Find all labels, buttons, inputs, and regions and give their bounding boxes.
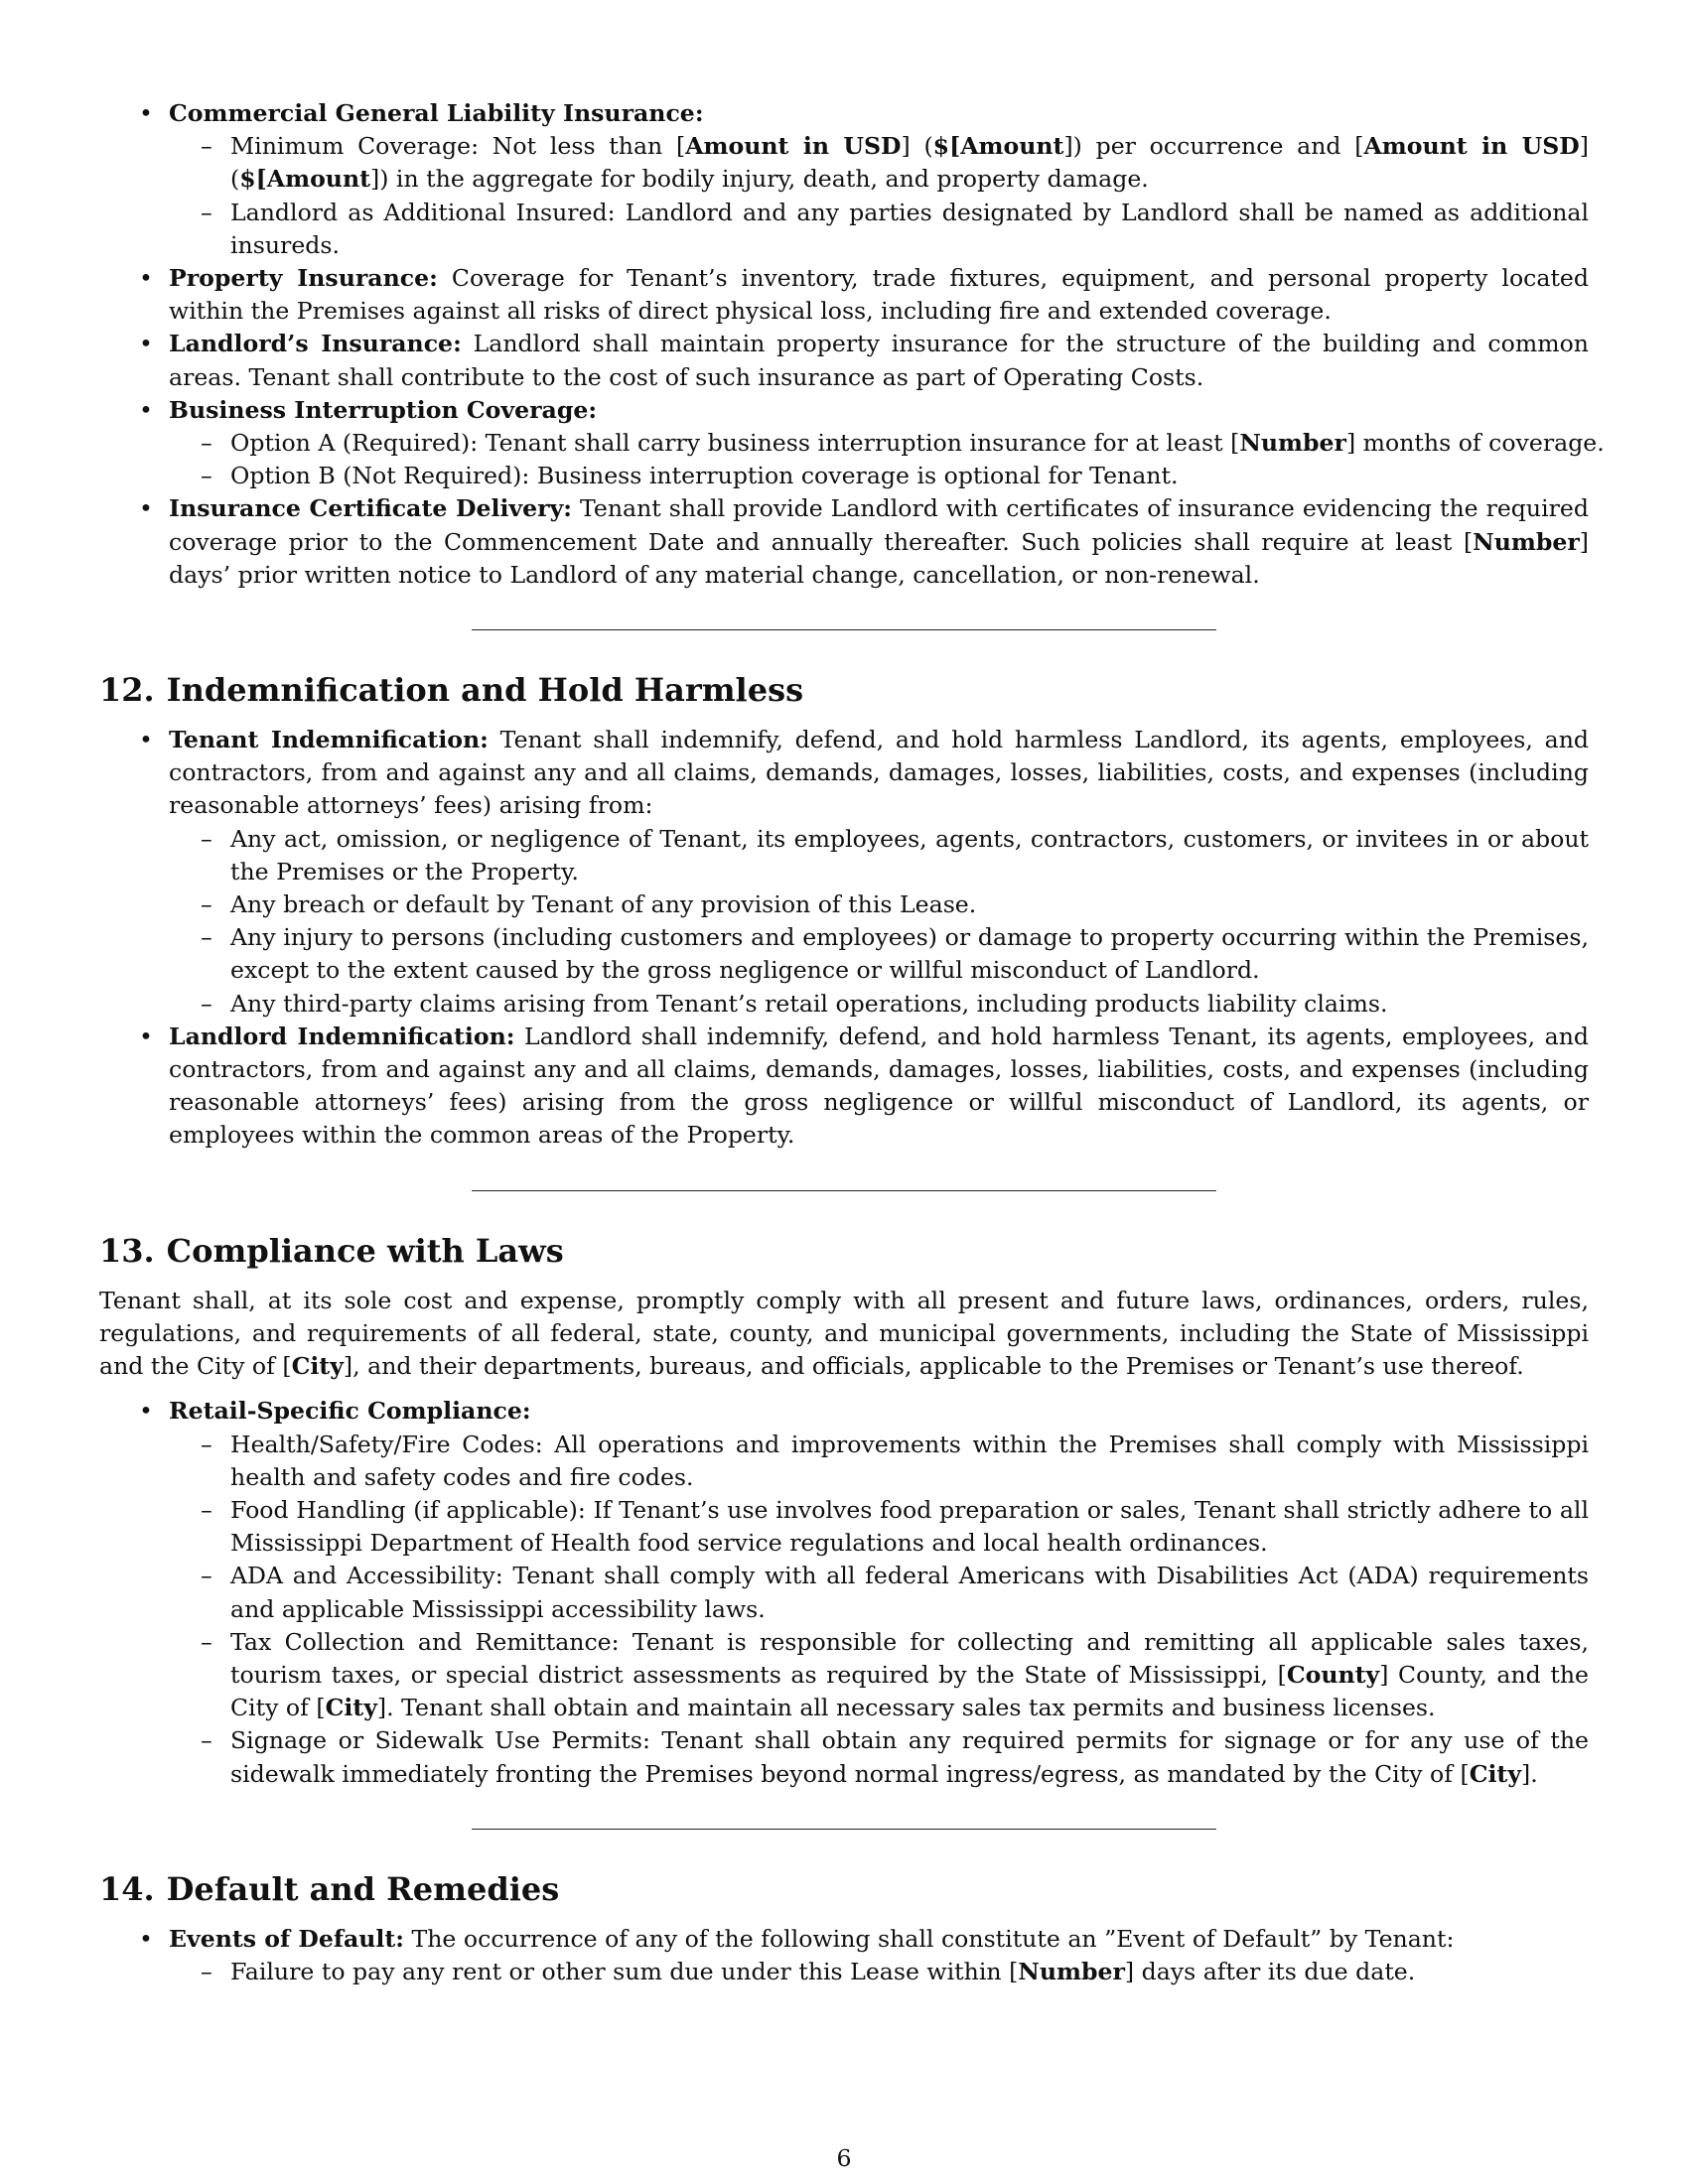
certificate-label: Insurance Certificate Delivery: bbox=[169, 494, 573, 523]
food-handling-item: – Food Handling (if applicable): If Tenant’s use involves food preparation or sales, Tenant shall strictly adhere to all Mississippi Department of Health food service regulations and local health ordinances. bbox=[169, 1494, 1589, 1560]
document-page bbox=[99, 97, 1605, 1988]
business-interruption-label: Business Interruption Coverage: bbox=[169, 395, 598, 424]
cgl-item bbox=[99, 97, 1589, 262]
business-interruption-sublist bbox=[169, 427, 1605, 492]
cgl-minimum-coverage bbox=[169, 130, 1589, 196]
placeholder-amount-usd: Amount in USD bbox=[685, 132, 902, 161]
text-run: Tenant shall provide Landlord with certificates of insurance evidencing the required coverage prior to the Commencement Date and annually thereafter. Such policies shall require at least [ bbox=[169, 494, 1589, 556]
failure-to-pay-item bbox=[169, 1956, 1589, 1988]
section-title: Default and Remedies bbox=[166, 1869, 560, 1908]
tenant-indemnification-sublist bbox=[169, 823, 1589, 1021]
tenant-indemnification-label: Tenant Indemnification: bbox=[169, 726, 489, 754]
text-run: Tenant shall, at its sole cost and expense, promptly comply with all present and future laws, ordinances, orders, rules, regulations, and requirements of all federal, state, county, and municipal governments, including the State of Mississippi and the City of [ bbox=[99, 1286, 1589, 1381]
retail-compliance-sublist bbox=[169, 1429, 1589, 1791]
text-run: ] days’ prior written notice to Landlord of any material change, cancellation, or non-renewal. bbox=[169, 527, 1589, 589]
placeholder-number: Number bbox=[1018, 1957, 1125, 1985]
certificate-item bbox=[99, 492, 1589, 592]
text-run: ] days after its due date. bbox=[1124, 1957, 1416, 1985]
text-run: ]) in the aggregate for bodily injury, death, and property damage. bbox=[370, 165, 1149, 194]
text-run: ], and their departments, bureaus, and officials, applicable to the Premises or Tenant’s use thereof. bbox=[343, 1352, 1524, 1381]
section-13-heading bbox=[99, 1231, 1589, 1271]
tax-collection-item bbox=[169, 1626, 1589, 1725]
text-run: ] ( bbox=[230, 132, 1589, 194]
list-item: – Any breach or default by Tenant of any provision of this Lease. bbox=[169, 888, 1589, 921]
signage-permits-item bbox=[169, 1724, 1589, 1790]
retail-compliance-item bbox=[99, 1395, 1589, 1790]
section-number: 13. bbox=[99, 1231, 155, 1270]
placeholder-number: Number bbox=[1473, 527, 1580, 556]
section-divider bbox=[472, 1829, 1216, 1830]
cgl-label: Commercial General Liability Insurance: bbox=[169, 99, 704, 127]
text-run: ] ( bbox=[901, 132, 933, 161]
text-run: Minimum Coverage: Not less than [ bbox=[230, 132, 686, 161]
list-item: – Any third-party claims arising from Tenant’s retail operations, including products liability claims. bbox=[169, 988, 1589, 1021]
placeholder-county: County bbox=[1286, 1660, 1380, 1689]
page-number: 6 bbox=[836, 2144, 852, 2172]
compliance-intro-paragraph bbox=[99, 1285, 1589, 1384]
option-b: – Option B (Not Required): Business interruption coverage is optional for Tenant. bbox=[169, 460, 1589, 492]
default-list bbox=[99, 1923, 1589, 1988]
events-of-default-sublist bbox=[169, 1956, 1589, 1988]
events-of-default-label: Events of Default: bbox=[169, 1924, 404, 1953]
text-run: ]) per occurrence and [ bbox=[1063, 132, 1364, 161]
section-number: 12. bbox=[99, 671, 155, 710]
text-run: Failure to pay any rent or other sum due under this Lease within [ bbox=[230, 1957, 1019, 1985]
section-divider bbox=[472, 629, 1216, 630]
section-12-heading bbox=[99, 670, 1589, 710]
placeholder-city: City bbox=[1469, 1759, 1522, 1788]
business-interruption-item bbox=[99, 394, 1605, 493]
landlord-indemnification-label: Landlord Indemnification: bbox=[169, 1022, 515, 1050]
landlord-insurance-label: Landlord’s Insurance: bbox=[169, 330, 462, 358]
text-run: ] months of coverage. bbox=[1345, 429, 1605, 458]
option-a bbox=[169, 427, 1605, 460]
placeholder-city: City bbox=[291, 1352, 344, 1381]
cgl-sublist bbox=[169, 130, 1589, 262]
placeholder-number: Number bbox=[1239, 429, 1346, 458]
events-of-default-text: The occurrence of any of the following shall constitute an ”Event of Default” by Tenant: bbox=[411, 1924, 1455, 1953]
text-run: ]. bbox=[1521, 1759, 1538, 1788]
retail-compliance-label: Retail-Specific Compliance: bbox=[169, 1397, 531, 1426]
text-run: Signage or Sidewalk Use Permits: Tenant shall obtain any required permits for signage or for any use of the sidewalk immediately fronting the Premises beyond normal ingress/egress, as mandated by the City of [ bbox=[230, 1726, 1589, 1788]
events-of-default-item bbox=[99, 1923, 1589, 1988]
insurance-list bbox=[99, 97, 1605, 592]
placeholder-city: City bbox=[325, 1694, 377, 1722]
list-item: – Any injury to persons (including customers and employees) or damage to property occurring within the Premises, except to the extent caused by the gross negligence or willful misconduct of Landlord. bbox=[169, 921, 1589, 987]
landlord-insurance-text: Landlord shall maintain property insurance for the structure of the building and common areas. Tenant shall contribute to the cost of such insurance as part of Operating Costs. bbox=[169, 330, 1589, 391]
health-safety-item: – Health/Safety/Fire Codes: All operations and improvements within the Premises shall comply with Mississippi health and safety codes and fire codes. bbox=[169, 1429, 1589, 1494]
list-item: – Any act, omission, or negligence of Tenant, its employees, agents, contractors, customers, or invitees in or about the Premises or the Property. bbox=[169, 823, 1589, 888]
property-insurance-label: Property Insurance: bbox=[169, 264, 438, 293]
cgl-additional-insured: – Landlord as Additional Insured: Landlord and any parties designated by Landlord shall be named as additional insureds. bbox=[169, 197, 1589, 262]
tenant-indemnification-item bbox=[99, 724, 1589, 1021]
section-title: Indemnification and Hold Harmless bbox=[166, 671, 804, 710]
landlord-insurance-item bbox=[99, 328, 1589, 393]
tenant-indemnification-text: Tenant shall indemnify, defend, and hold harmless Landlord, its agents, employees, and contractors, from and against any and all claims, demands, damages, losses, liabilities, costs, and expenses (including reasonable attorneys’ fees) arising from: bbox=[169, 726, 1590, 820]
text-run: Tax Collection and Remittance: Tenant is responsible for collecting and remitting all applicable sales taxes, tourism taxes, or special district assessments as required by the State of Mississippi, [ bbox=[230, 1627, 1589, 1689]
placeholder-amount: $[Amount bbox=[239, 165, 371, 194]
property-insurance-item bbox=[99, 262, 1589, 328]
property-insurance-text: Coverage for Tenant’s inventory, trade fixtures, equipment, and personal property located within the Premises against all risks of direct physical loss, including fire and extended coverage. bbox=[169, 264, 1589, 326]
ada-item: – ADA and Accessibility: Tenant shall comply with all federal Americans with Disabilities Act (ADA) requirements and applicable Mississippi accessibility laws. bbox=[169, 1560, 1589, 1625]
placeholder-amount: $[Amount bbox=[932, 132, 1064, 161]
placeholder-amount-usd: Amount in USD bbox=[1363, 132, 1580, 161]
section-number: 14. bbox=[99, 1869, 155, 1908]
text-run: ]. Tenant shall obtain and maintain all necessary sales tax permits and business licenses. bbox=[376, 1694, 1436, 1722]
text-run: Option A (Required): Tenant shall carry business interruption insurance for at least [ bbox=[230, 429, 1240, 458]
section-title: Compliance with Laws bbox=[166, 1231, 564, 1270]
compliance-list bbox=[99, 1395, 1589, 1790]
section-divider bbox=[472, 1190, 1216, 1191]
section-14-heading bbox=[99, 1869, 1589, 1909]
text-run: ] County, and the City of [ bbox=[230, 1660, 1589, 1722]
landlord-indemnification-item bbox=[99, 1021, 1589, 1153]
landlord-indemnification-text: Landlord shall indemnify, defend, and hold harmless Tenant, its agents, employees, and contractors, from and against any and all claims, demands, damages, losses, liabilities, costs, and expenses (including reasonable attorneys’ fees) arising from the gross negligence or willful misconduct of Landlord, its agents, or employees within the common areas of the Property. bbox=[169, 1022, 1590, 1150]
indemnification-list bbox=[99, 724, 1589, 1153]
